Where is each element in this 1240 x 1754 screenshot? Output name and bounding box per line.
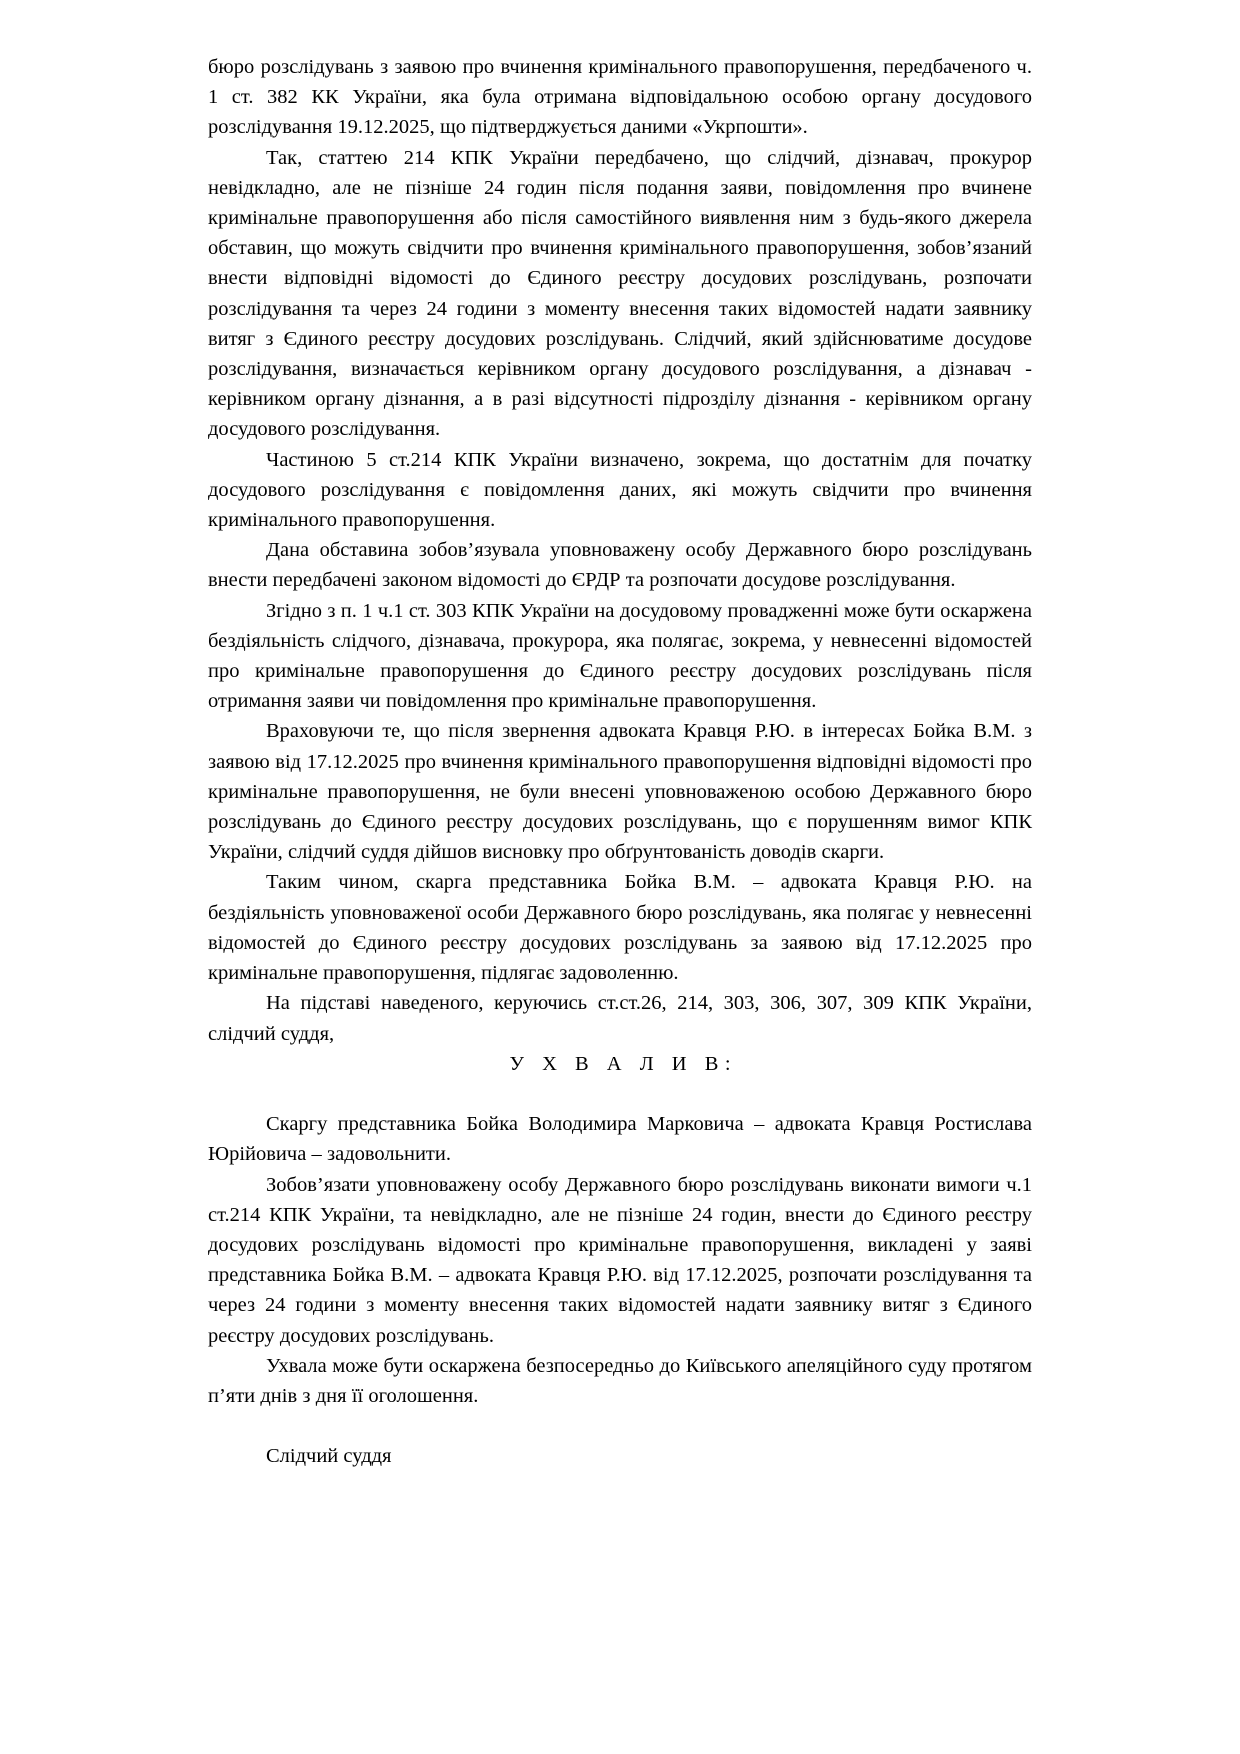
paragraph-legal-basis-articles: На підставі наведеного, керуючись ст.ст.26, 214, 303, 306, 307, 309 КПК України, слідчий суддя, xyxy=(208,992,1032,1045)
paragraph-article-214-provisions: Так, статтею 214 КПК України передбачено, що слідчий, дізнавач, прокурор невідкладно, але не пізніше 24 годин після подання заяви, повідомлення про вчинене кримінальне правопорушення або після самостійного виявлення ним з будь-якого джерела обставин, що можуть свідчити про вчинення кримінального правопорушення, зобов’язаний внести відповідні відомості до Єдиного реєстру досудових розслідувань, розпочати розслідування та через 24 години з моменту внесення таких відомостей надати заявнику витяг з Єдиного реєстру досудових розслідувань. Слідчий, який здійснюватиме досудове розслідування, визначається керівником органу досудового розслідування, а дізнавач - керівником органу дізнання, а в разі відсутності підрозділу дізнання - керівником органу досудового розслідування. xyxy=(208,146,1032,441)
operative-part-heading: У Х В А Л И В: xyxy=(509,1052,738,1075)
paragraph-findings-of-judge: Враховуючи те, що після звернення адвоката Кравця Р.Ю. в інтересах Бойка В.М. з заявою від 17.12.2025 про вчинення кримінального правопорушення відповідні відомості про кримінальне правопорушення, не були внесені уповноваженою особою Державного бюро розслідувань до Єдиного реєстру досудових розслідувань, що є порушенням вимог КПК України, слідчий суддя дійшов висновку про обґрунтованість доводів скарги. xyxy=(208,720,1032,864)
spacer-before-signature xyxy=(208,1411,1032,1441)
paragraph-article-303-appeal-grounds: Згідно з п. 1 ч.1 ст. 303 КПК України на досудовому провадженні може бути оскаржена бездіяльність слідчого, дізнавача, прокурора, яка полягає, зокрема, у невнесенні відомостей про кримінальне правопорушення до Єдиного реєстру досудових розслідувань після отримання заяви чи повідомлення про кримінальне правопорушення. xyxy=(208,599,1032,713)
paragraph-obligation-to-enter-erdr: Дана обставина зобов’язувала уповноважену особу Державного бюро розслідувань внести передбачені законом відомості до ЄРДР та розпочати досудове розслідування. xyxy=(208,539,1032,592)
paragraph-continuation-opening: бюро розслідувань з заявою про вчинення кримінального правопорушення, передбаченого ч. 1 ст. 382 КК України, яка була отримана відповідальною особою органу досудового розслідування 19.12.2025, що підтверджується даними «Укрпошти». xyxy=(208,56,1032,139)
ruling-item-appeal-procedure: Ухвала може бути оскаржена безпосередньо до Київського апеляційного суду протягом п’яти днів з дня її оголошення. xyxy=(208,1354,1032,1407)
paragraph-conclusion-complaint-granted: Таким чином, скарга представника Бойка В.М. – адвоката Кравця Р.Ю. на бездіяльність уповноваженої особи Державного бюро розслідувань, яка полягає у невнесенні відомостей до Єдиного реєстру досудових розслідувань за заявою від 17.12.2025 про кримінальне правопорушення, підлягає задоволенню. xyxy=(208,871,1032,985)
ruling-item-grant-complaint: Скаргу представника Бойка Володимира Марковича – адвоката Кравця Ростислава Юрійовича – задовольнити. xyxy=(208,1113,1032,1166)
ruling-item-obligate-dbr: Зобов’язати уповноважену особу Державного бюро розслідувань виконати вимоги ч.1 ст.214 КПК України, та невідкладно, але не пізніше 24 годин, внести до Єдиного реєстру досудових розслідувань відомості про кримінальне правопорушення, викладені у заяві представника Бойка В.М. – адвоката Кравця Р.Ю. від 17.12.2025, розпочати розслідування та через 24 години з моменту внесення таких відомостей надати заявнику витяг з Єдиного реєстру досудових розслідувань. xyxy=(208,1173,1032,1347)
paragraph-part-5-article-214: Частиною 5 ст.214 КПК України визначено, зокрема, що достатнім для початку досудового розслідування є повідомлення даних, які можуть свідчити про вчинення кримінального правопорушення. xyxy=(208,448,1032,532)
signature-judge-role: Слідчий суддя xyxy=(266,1445,392,1468)
spacer-after-heading xyxy=(208,1079,1032,1109)
document-body xyxy=(208,52,1032,1472)
